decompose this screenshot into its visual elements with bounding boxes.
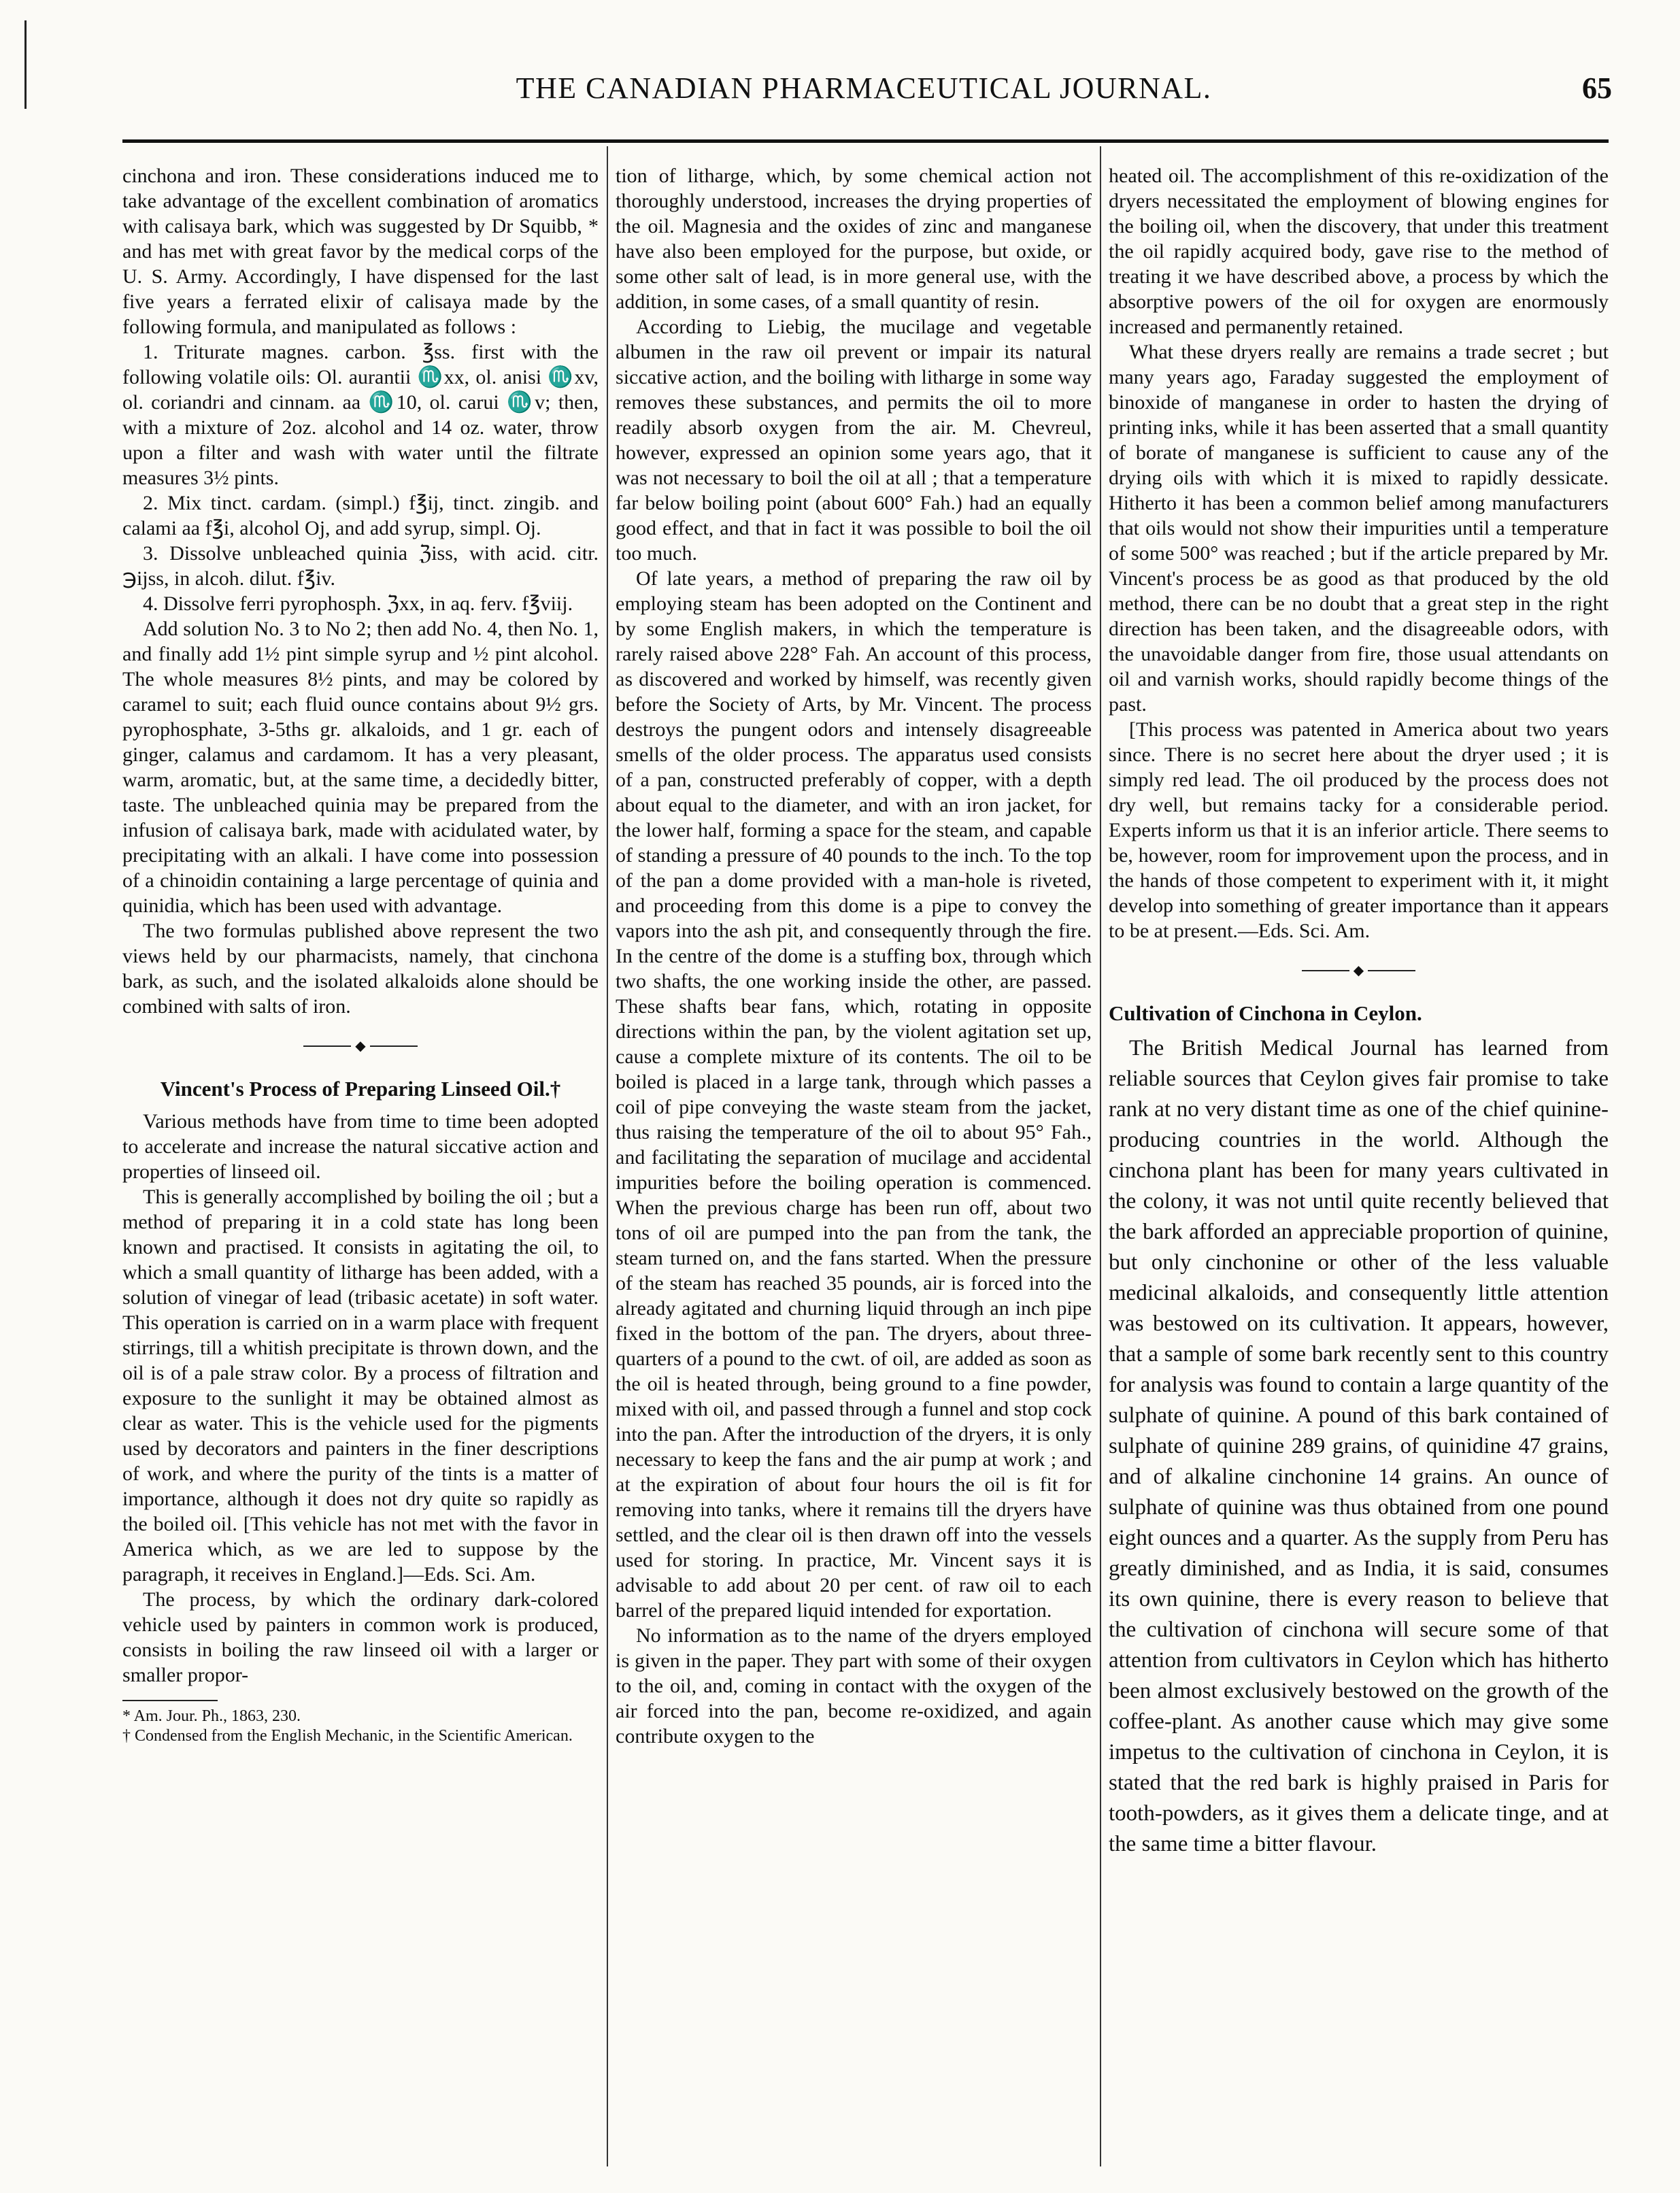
footnote-rule [122, 1700, 218, 1701]
paragraph: According to Liebig, the mucilage and vegetable albumen in the raw oil prevent or impair its natural siccative action, and the boiling with litharge in some way removes these substances, and permits the oil to more readily absorb oxygen from the air. M. Chevreul, however, expressed an opinion some years ago, that it was not necessary to boil the oil at all ; that a temperature far below boiling point (about 600° Fah.) had an equally good effect, and that in fact it was possible to boil the oil too much. [616, 316, 1092, 565]
formula-step: 1. Triturate magnes. carbon. ℥ss. first with the following volatile oils: Ol. aurantii ♏xx, ol. anisi ♏xv, ol. coriandri and cinnam. aa ♏10, ol. carui ♏v; then, with a mixture of 2oz. alcohol and 14 oz. water, throw upon a filter and wash with water until the filtrate measures 3½ pints. [122, 341, 599, 489]
column-divider [607, 146, 608, 2166]
column-3 [1109, 163, 1609, 2173]
paragraph: cinchona and iron. These considerations induced me to take advantage of the excellent combination of aromatics with calisaya bark, which was suggested by Dr Squibb, * and has met with great favor by the medical corps of the U. S. Army. Accordingly, I have dispensed for the last five years a ferrated elixir of calisaya made by the following formula, and manipulated as follows : [122, 165, 599, 338]
paragraph: Various methods have from time to time been adopted to accelerate and increase the natural siccative action and properties of linseed oil. [122, 1110, 599, 1183]
paragraph: The process, by which the ordinary dark-colored vehicle used by painters in common work is produced, consists in boiling the raw linseed oil with a larger or smaller propor- [122, 1588, 599, 1686]
formula-step: 4. Dissolve ferri pyrophosph. ℨxx, in aq. ferv. f℥viij. [143, 592, 573, 615]
paragraph: tion of litharge, which, by some chemical action not thoroughly understood, increases the drying properties of the oil. Magnesia and the oxides of zinc and manganese have also been employed for the purpose, but oxide, or some other salt of lead, is in more general use, with the addition, in some cases, of a small quantity of resin. [616, 165, 1092, 313]
column-2 [616, 163, 1092, 2173]
formula-step: 3. Dissolve unbleached quinia ℨiss, with acid. citr. ℈ijss, in alcoh. dilut. f℥iv. [122, 542, 599, 590]
paragraph: This is generally accomplished by boiling the oil ; but a method of preparing it in a cold state has long been known and practised. It consists in agitating the oil, to which a small quantity of litharge has been added, with a solution of vinegar of lead (tribasic acetate) in soft water. This operation is carried on in a warm place with frequent stirrings, till a whitish precipitate is thrown down, and the oil is of a pale straw color. By a process of filtration and exposure to the sunlight it may be obtained almost as clear as water. This is the vehicle used for the pigments used by decorators and painters in the finer descriptions of work, and where the purity of the tints is a matter of importance, although it does not dry quite so rapidly as the boiled oil. [This vehicle has not met with the favor in America which, as we are led to suppose by the paragraph, it receives in England.]—Eds. Sci. Am. [122, 1186, 599, 1586]
paragraph: What these dryers really are remains a trade secret ; but many years ago, Faraday suggested the employment of binoxide of manganese in order to hasten the drying of printing inks, while it has been asserted that a small quantity of borate of manganese is sufficient to cause any of the drying oils with which it is mixed to rapidly dessicate. Hitherto it has been a common belief among manufacturers that oils would not show their impurities until a temperature of some 500° was reached ; but if the article prepared by Mr. Vincent's process be as good as that produced by the old method, there can be no doubt that a great step in the right direction has been taken, and the disagreeable odors, with the unavoidable danger from fire, those usual attendants on oil and varnish works, should rapidly become things of the past. [1109, 341, 1609, 716]
page-number: 65 [1582, 71, 1612, 105]
formula-step: 2. Mix tinct. cardam. (simpl.) f℥ij, tinct. zingib. and calami aa f℥i, alcohol Oj, and add syrup, simpl. Oj. [122, 492, 599, 539]
paragraph: The two formulas published above represent the two views held by our pharmacists, namely, that cinchona bark, as such, and the isolated alkaloids alone should be combined with salts of iron. [122, 920, 599, 1018]
article-heading: Cultivation of Cinchona in Ceylon. [1109, 1001, 1422, 1025]
column-divider [1100, 146, 1101, 2166]
header-rule [122, 139, 1609, 143]
article-heading: Vincent's Process of Preparing Linseed Oil.† [160, 1077, 561, 1101]
section-ornament: ◆ [1109, 943, 1609, 998]
footnote: * Am. Jour. Ph., 1863, 230. [122, 1707, 301, 1725]
section-ornament: ◆ [122, 1019, 599, 1073]
paragraph: Add solution No. 3 to No 2; then add No. 4, then No. 1, and finally add 1½ pint simple syrup and ½ pint alcohol. The whole measures 8½ pints, and may be colored by caramel to suit; each fluid ounce contains about 9½ grs. pyrophosphate, 3-5ths gr. alkaloids, and 1 gr. each of ginger, calamus and cardamom. It has a very pleasant, warm, aromatic, but, at the same time, a decidedly bitter, taste. The unbleached quinia may be prepared from the infusion of calisaya bark, made with acidulated water, by precipitating with an alkali. I have come into possession of a chinoidin containing a large percentage of quinia and quinidia, which has been used with advantage. [122, 618, 599, 917]
paragraph: heated oil. The accomplishment of this re-oxidization of the dryers necessitated the employment of blowing engines for the boiling oil, when the discovery, that under this treatment the oil rapidly acquired body, gave rise to the method of treating it we have described above, a process by which the absorptive powers of the oil for oxygen are enormously increased and permanently retained. [1109, 165, 1609, 338]
scan-margin-mark [24, 20, 27, 109]
paragraph: No information as to the name of the dryers employed is given in the paper. They part with some of their oxygen to the oil, and, coming in contact with the oxygen of the air forced into the pan, become re-oxidized, and again contribute oxygen to the [616, 1624, 1092, 1747]
paragraph: Of late years, a method of preparing the raw oil by employing steam has been adopted on the Continent and by some English makers, in which the temperature is rarely raised above 228° Fah. An account of this process, as discovered and worked by himself, was recently given before the Society of Arts, by Mr. Vincent. The process destroys the pungent odors and intensely disagreeable smells of the older process. The apparatus used consists of a pan, constructed preferably of copper, with a depth about equal to the diameter, and with an iron jacket, for the lower half, forming a space for the steam, and capable of standing a pressure of 40 pounds to the inch. To the top of the pan a dome provided with a man-hole is riveted, and proceeding from this dome is a pipe to convey the vapors into the ash pit, and consequently through the fire. In the centre of the dome is a stuffing box, through which two shafts, the one working inside the other, are passed. These shafts bear fans, which, rotating in opposite directions within the pan, by the violent agitation set up, cause a complete mixture of its contents. The oil to be boiled is placed in a large tank, through which passes a coil of pipe conveying the waste steam from the jacket, thus raising the temperature of the oil to about 95° Fah., and facilitating the separation of mucilage and accidental impurities before the boiling operation is commenced. When the previous charge has been run off, about two tons of oil are pumped into the pan from the tank, the steam turned on, and the fans started. When the pressure of the steam has reached 35 pounds, air is forced into the already agitated and churning liquid through an inch pipe fixed in the bottom of the pan. The dryers, about three-quarters of a pound to the cwt. of oil, are added as soon as the oil is heated through, being ground to a fine powder, mixed with oil, and passed through a funnel and stop cock into the pan. After the introduction of the dryers, it is only necessary to keep the fans and the air pump at work ; and at the expiration of about four hours the oil is fit for removing into tanks, where it remains till the dryers have settled, and the clear oil is then drawn off into the vessels used for storing. In practice, Mr. Vincent says it is advisable to add about 20 per cent. of raw oil to each barrel of the prepared liquid intended for exportation. [616, 567, 1092, 1622]
running-title: THE CANADIAN PHARMACEUTICAL JOURNAL. [516, 71, 1212, 105]
footnote: † Condensed from the English Mechanic, in the Scientific American. [122, 1727, 573, 1745]
paragraph: [This process was patented in America about two years since. There is no secret here about the dryer used ; it is simply red lead. The oil produced by the process does not dry well, but remains tacky for a considerable period. Experts inform us that it is an inferior article. There seems to be, however, room for improvement upon the process, and in the hands of those competent to experiment with it, it might develop into something of greater importance than it appears to be at present.—Eds. Sci. Am. [1109, 718, 1609, 942]
paragraph: The British Medical Journal has learned from reliable sources that Ceylon gives fair promise to take rank at no very distant time as one of the chief quinine-producing countries in the world. Although the cinchona plant has been for many years cultivated in the colony, it was not until quite recently believed that the bark afforded an appreciable proportion of quinine, but only cinchonine or other of the less valuable medicinal alkaloids, and consequently little attention was bestowed on its cultivation. It appears, however, that a sample of some bark recently sent to this country for analysis was found to contain a large quantity of the sulphate of quinine. A pound of this bark contained of sulphate of quinine 289 grains, of quinidine 47 grains, and of alkaline cinchonine 14 grains. An ounce of sulphate of quinine was thus obtained from one pound eight ounces and a quarter. As the supply from Peru has greatly diminished, and as India, it is said, consumes its own quinine, there is every reason to believe that the cultivation of cinchona will secure some of that attention from cultivators in Ceylon which has hitherto been almost exclusively bestowed on the growth of the coffee-plant. As another cause which may give some impetus to the cultivation of cinchona in Ceylon, it is stated that the red bark is highly praised in Paris for tooth-powders, as it gives them a delicate tinge, and at the same time a bitter flavour. [1109, 1036, 1609, 1856]
column-1 [122, 163, 599, 2173]
page-header [116, 71, 1612, 118]
